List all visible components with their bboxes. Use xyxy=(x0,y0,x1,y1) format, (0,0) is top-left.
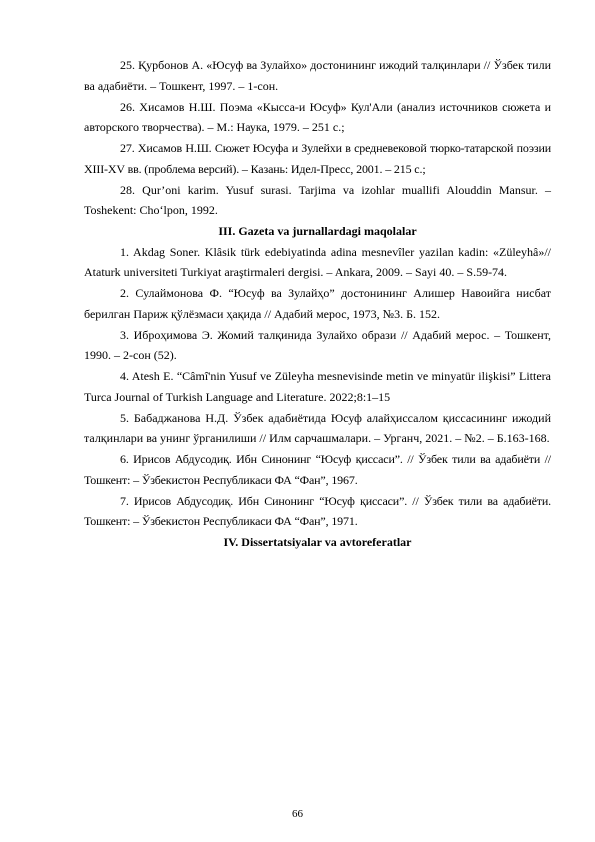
article-entry-6: 6. Ирисов Абдусодиқ. Ибн Синонинг “Юсуф қиссаси”. // Ўзбек тили ва адабиёти // Тошкент: – Ўзбекистон Республикаси ФА “Фан”, 1967. xyxy=(84,452,551,487)
bibliography-entry-28: 28. Qur’oni karim. Yusuf surasi. Tarjima va izohlar muallifi Alouddin Mansur. – Toshekent: Cho‘lpon, 1992. xyxy=(84,182,551,217)
article-entry-5: 5. Бабаджанова Н.Д. Ўзбек адабиётида Юсуф алайҳиссалом қиссасининг ижодий талқинлари ва унинг ўрганилиши // Илм сарчашмалари. – Урганч, 2021. – №2. – Б.163-168. xyxy=(84,410,551,445)
article-entry-3: 3. Иброҳимова Э. Жомий талқинида Зулайхо образи // Адабий мерос. – Тошкент, 1990. – 2-сон (52). xyxy=(84,327,551,362)
bibliography-entry-25: 25. Қурбонов А. «Юсуф ва Зулайхо» достонининг ижодий талқинлари // Ўзбек тили ва адабиёти. – Тошкент, 1997. – 1-сон. xyxy=(84,58,551,93)
section-heading-dissertations: IV. Dissertatsiyalar va avtoreferatlar xyxy=(223,535,412,549)
article-entry-4: 4. Atesh E. “Câmî'nin Yusuf ve Züleyha mesnevisinde metin ve minyatür ilişkisi” Littera Turca Journal of Turkish Language and Literature. 2022;8:1–15 xyxy=(84,369,551,404)
article-entry-2: 2. Сулаймонова Ф. “Юсуф ва Зулайҳо” достонининг Алишер Навоийга нисбат берилган Париж қўлёзмаси ҳақида // Адабий мерос, 1973, №3. Б. 152. xyxy=(84,286,551,321)
article-entry-7: 7. Ирисов Абдусодиқ. Ибн Синонинг “Юсуф қиссаси”. // Ўзбек тили ва адабиёти. Тошкент: – Ўзбекистон Республикаси ФА “Фан”, 1971. xyxy=(84,493,551,528)
article-entry-1: 1. Akdag Soner. Klâsik türk edebiyatinda adina mesnevîler yazilan kadin: «Züleyhâ»// Ataturk universiteti Turkiyat araştirmaleri dergisi. – Ankara, 2009. – Sayi 40. – S.59-74. xyxy=(84,244,551,279)
section-heading-articles: III. Gazeta va jurnallardagi maqolalar xyxy=(218,224,417,238)
bibliography-entry-26: 26. Хисамов Н.Ш. Поэма «Кысса-и Юсуф» Кул'Али (анализ источников сюжета и авторского творчества). – М.: Наука, 1979. – 251 с.; xyxy=(84,99,551,134)
bibliography-entry-27: 27. Хисамов Н.Ш. Сюжет Юсуфа и Зулейхи в средневековой тюрко-татарской поэзии XIII-XV вв. (проблема версий). – Казань: Идел-Пресс, 2001. – 215 с.; xyxy=(84,141,551,176)
page-number: 66 xyxy=(292,808,303,820)
bibliography-content xyxy=(84,55,551,553)
